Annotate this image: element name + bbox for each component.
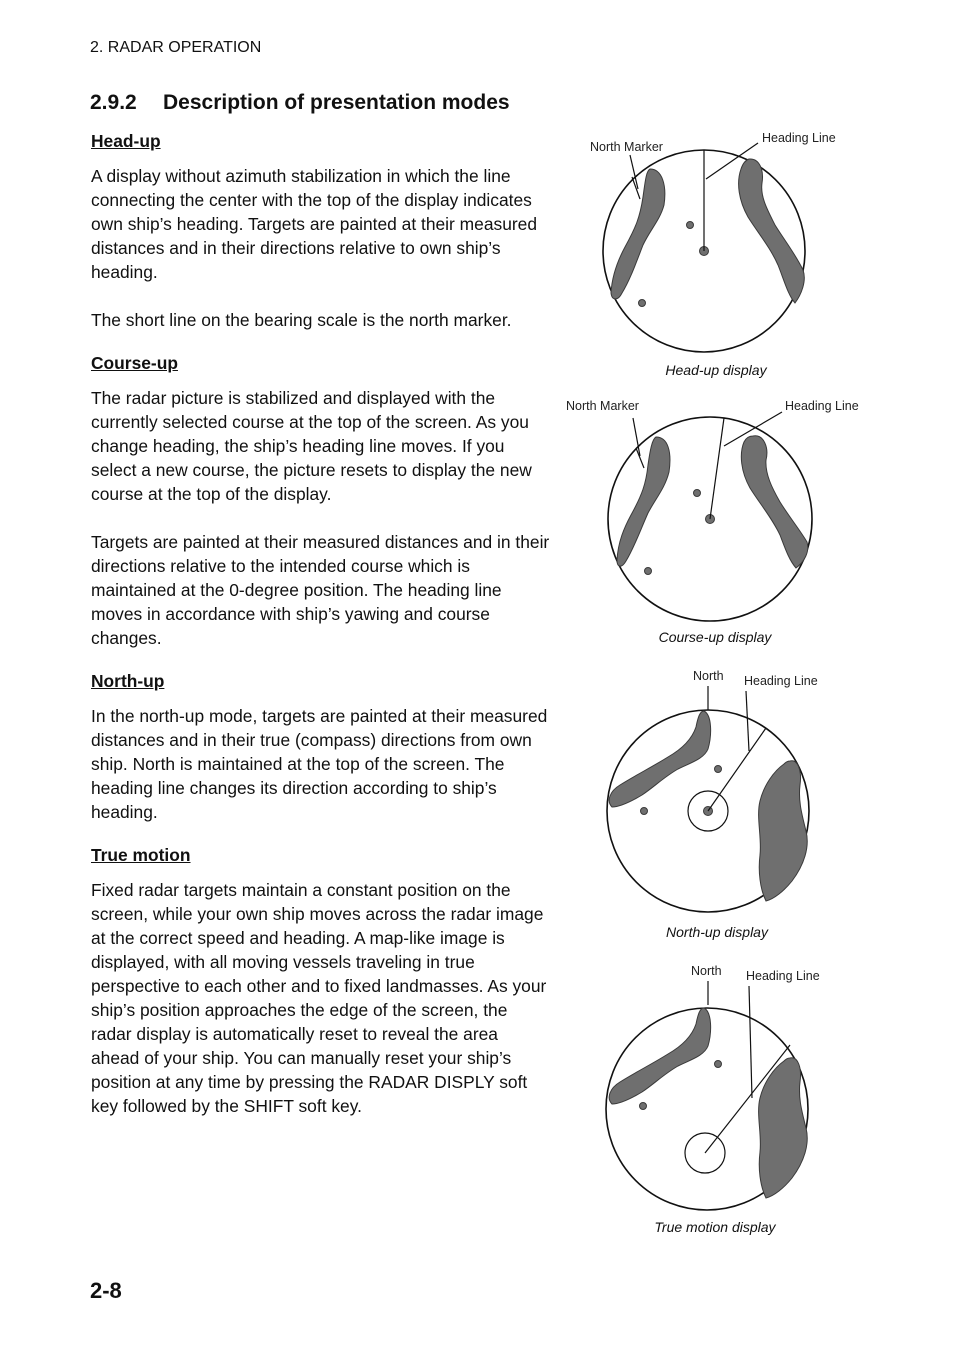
heading-course-up: Course-up: [91, 353, 178, 373]
landmass: [609, 711, 710, 807]
figure-course-up: [560, 390, 870, 650]
landmass: [609, 1008, 710, 1104]
figure-caption: Head-up display: [665, 362, 767, 378]
section-number: 2.9.2: [90, 91, 137, 114]
north-marker-label: North Marker: [590, 140, 663, 154]
landmass: [759, 761, 808, 901]
north-marker: [636, 448, 644, 468]
head-up-diagram: [560, 125, 860, 385]
heading-line-pointer: [746, 691, 749, 751]
north-label: North: [693, 669, 724, 683]
paragraph: A display without azimuth stabilization in which the line connecting the center with the top of the display indicates own ship’s heading. Targets are painted at their measured distances and in their directions relative to own ship’s heading.: [91, 166, 537, 282]
heading-line-label: Heading Line: [762, 131, 836, 145]
paragraph: In the north-up mode, targets are painted at their measured distances and in their true (compass) directions from own ship. North is maintained at the top of the screen. The heading line changes its direction according to ship’s heading.: [91, 706, 548, 822]
heading-true-motion: True motion: [91, 845, 191, 865]
heading-line: [710, 418, 724, 519]
section-title-text: Description of presentation modes: [163, 91, 510, 114]
landmass: [741, 436, 807, 568]
north-label: North: [691, 964, 722, 978]
paragraph: Fixed radar targets maintain a constant position on the screen, while your own ship moves across the radar image at the correct speed and heading. A map-like image is displayed, with all moving vessels traveling in true perspective to each other and to fixed landmasses. As your ship’s position approaches the edge of the screen, the radar display is automatically reset to reveal the area ahead of your ship. You can manually reset your ship’s position at any time by pressing the RADAR DISPLY soft key followed by the SHIFT soft key.: [91, 880, 547, 1116]
north-marker-label: North Marker: [566, 399, 639, 413]
running-head: 2. RADAR OPERATION: [90, 39, 262, 56]
target-blip: [640, 1103, 647, 1110]
paragraph: The short line on the bearing scale is the north marker.: [91, 310, 512, 330]
true-motion-diagram: [560, 960, 870, 1245]
figure-true-motion: [560, 960, 870, 1245]
heading-line-label: Heading Line: [785, 399, 859, 413]
landmass: [617, 437, 670, 566]
heading-line-pointer: [749, 986, 752, 1098]
target-blip: [639, 300, 646, 307]
body-text-column: [91, 130, 551, 1118]
target-blip: [715, 766, 722, 773]
target-blip: [694, 490, 701, 497]
target-blip: [687, 222, 694, 229]
heading-line-label: Heading Line: [744, 674, 818, 688]
paragraph: Targets are painted at their measured distances and in their directions relative to the intended course which is maintained at the 0-degree position. The heading line moves in accordance with ship’s yawing and course changes.: [91, 532, 550, 648]
figure-caption: Course-up display: [658, 629, 772, 645]
figure-caption: True motion display: [654, 1219, 776, 1235]
landmass: [759, 1058, 808, 1198]
heading-line-label: Heading Line: [746, 969, 820, 983]
north-up-diagram: [560, 665, 870, 950]
page-number: 2-8: [90, 1278, 122, 1303]
figure-north-up: [560, 665, 870, 950]
course-up-diagram: [560, 390, 870, 650]
heading-head-up: Head-up: [91, 131, 161, 151]
target-blip: [645, 568, 652, 575]
target-blip: [641, 808, 648, 815]
landmass: [739, 159, 805, 303]
figure-head-up: [560, 125, 860, 385]
heading-north-up: North-up: [91, 671, 165, 691]
section-title: [90, 91, 510, 115]
target-blip: [715, 1061, 722, 1068]
paragraph: The radar picture is stabilized and displayed with the currently selected course at the top of the screen. As you change heading, the ship’s heading line moves. If you select a new course, the picture resets to display the new course at the top of the display.: [91, 388, 532, 504]
figure-caption: North-up display: [666, 924, 768, 940]
